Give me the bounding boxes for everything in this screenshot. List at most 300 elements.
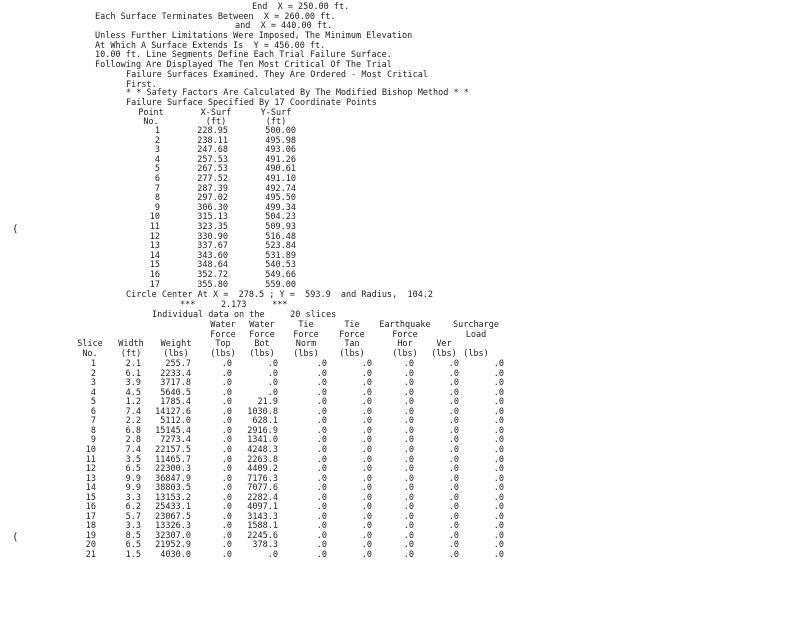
slice-cell: 32307.0: [155, 530, 191, 541]
slice-cell: .0: [403, 416, 414, 427]
slice-cell: .0: [361, 406, 372, 417]
surface-cell: 297.02: [197, 193, 228, 204]
slice-cell: 9: [90, 435, 96, 446]
surface-cell: 11: [149, 222, 160, 232]
slice-cell: .0: [221, 492, 232, 503]
slice-cell: .0: [361, 368, 372, 379]
slice-cell: 3.3: [125, 521, 141, 532]
slice-cell: .0: [403, 378, 414, 389]
slice-cell: .0: [316, 425, 327, 436]
slice-cell: .0: [221, 521, 232, 532]
surface-cell: 1: [154, 126, 160, 136]
slice-cell: .0: [361, 444, 372, 455]
surface-cell: 492.74: [265, 183, 296, 194]
header-line: Unless Further Limitations Were Imposed, The Minimum Elevation: [95, 31, 413, 41]
header-line: 10.00 ft. Line Segments Define Each Trial Failure Surface.: [95, 50, 392, 60]
slice-column-header: Top: [215, 339, 231, 349]
slice-cell: .0: [221, 397, 232, 408]
slice-cell: 7: [90, 416, 96, 427]
slice-cell: 38803.5: [155, 483, 191, 494]
slice-cell: .0: [493, 368, 504, 379]
slice-cell: .0: [493, 406, 504, 417]
surface-cell: 348.64: [197, 260, 228, 271]
slice-cell: .0: [267, 378, 278, 389]
slice-cell: .0: [448, 387, 459, 398]
slice-cell: .0: [361, 359, 372, 369]
slice-cell: .0: [221, 406, 232, 417]
slice-cell: .0: [493, 444, 504, 455]
slice-cell: .0: [316, 406, 327, 417]
slice-cell: .0: [361, 540, 372, 551]
slice-cell: 16: [85, 502, 96, 513]
surface-cell: 323.35: [197, 222, 228, 232]
slice-cell: 6: [90, 406, 96, 417]
surface-cell: 238.11: [197, 135, 228, 146]
slice-column-header: (lbs): [463, 348, 489, 359]
slice-cell: 8.5: [125, 530, 141, 541]
slice-cell: .0: [316, 502, 327, 513]
slice-cell: .0: [361, 425, 372, 436]
slice-cell: .0: [448, 435, 459, 446]
slice-cell: 7.4: [125, 406, 141, 417]
slice-cell: .0: [361, 416, 372, 427]
slice-cell: 21952.9: [155, 540, 191, 551]
slice-cell: .0: [493, 473, 504, 484]
slice-cell: .0: [448, 416, 459, 427]
surface-column-header: (ft): [205, 117, 227, 127]
slice-cell: .0: [403, 540, 414, 551]
slice-cell: .0: [493, 454, 504, 465]
slice-cell: .0: [316, 473, 327, 484]
slice-cell: 7077.6: [247, 483, 278, 494]
slice-cell: .0: [493, 550, 504, 560]
slice-cell: 22300.3: [155, 464, 191, 475]
header-line: Failure Surface Specified By 17 Coordinate Points: [126, 98, 377, 108]
slice-cell: 23067.5: [155, 511, 191, 522]
slice-cell: .0: [316, 540, 327, 551]
slice-cell: 4.5: [125, 387, 141, 398]
slice-cell: .0: [316, 454, 327, 465]
slice-cell: .0: [493, 435, 504, 446]
surface-cell: 287.39: [197, 183, 228, 194]
slice-cell: 2233.4: [160, 368, 191, 379]
slice-cell: .0: [316, 464, 327, 475]
surface-cell: 8: [154, 193, 160, 204]
slice-cell: 4030.0: [160, 550, 191, 560]
slice-cell: .0: [448, 540, 459, 551]
surface-cell: 5: [154, 164, 160, 175]
surface-cell: 491.26: [265, 154, 296, 165]
slice-cell: 11: [85, 454, 96, 465]
slice-cell: 18: [85, 521, 96, 532]
slice-cell: .0: [361, 530, 372, 541]
slice-cell: .0: [361, 502, 372, 513]
slice-cell: 11465.7: [155, 454, 191, 465]
surface-cell: 523.84: [265, 241, 296, 252]
slice-cell: .0: [221, 416, 232, 427]
header-line: Each Surface Terminates Between X = 260.00 ft.: [95, 12, 336, 22]
header-line: At Which A Surface Extends Is Y = 456.00 ft.: [95, 41, 326, 51]
surface-cell: 559.00: [265, 279, 296, 290]
slice-cell: 3.3: [125, 492, 141, 503]
slice-cell: .0: [448, 530, 459, 541]
surface-cell: 16: [149, 270, 160, 280]
slice-cell: 255.7: [165, 359, 191, 369]
slice-cell: 2.2: [125, 416, 141, 427]
slice-cell: 7176.3: [247, 473, 278, 484]
slice-cell: .0: [221, 425, 232, 436]
surface-cell: 495.50: [265, 193, 296, 204]
slice-cell: .0: [448, 359, 459, 369]
slice-cell: 7.4: [125, 444, 141, 455]
slice-cell: 3717.8: [160, 378, 191, 389]
header-line: End X = 250.00 ft.: [252, 2, 350, 12]
slice-cell: .0: [403, 511, 414, 522]
slice-cell: 4097.1: [247, 502, 278, 513]
slice-cell: .0: [493, 359, 504, 369]
slice-cell: .0: [316, 359, 327, 369]
slice-cell: .0: [403, 550, 414, 560]
slice-cell: .0: [267, 550, 278, 560]
slice-cell: .0: [361, 378, 372, 389]
header-line: * * Safety Factors Are Calculated By The Modified Bishop Method * *: [126, 88, 469, 98]
surface-cell: 9: [154, 202, 160, 213]
slice-cell: 4409.2: [247, 464, 278, 475]
slice-cell: .0: [448, 521, 459, 532]
surface-cell: 330.90: [197, 231, 228, 242]
slice-cell: 1030.8: [247, 406, 278, 417]
slice-cell: .0: [316, 416, 327, 427]
slice-cell: 5.7: [125, 511, 141, 522]
margin-mark: (: [12, 222, 19, 235]
slice-cell: .0: [448, 511, 459, 522]
slice-cell: .0: [448, 550, 459, 560]
slice-column-header: Weight: [160, 339, 192, 349]
slice-cell: .0: [448, 483, 459, 494]
slice-cell: .0: [221, 502, 232, 513]
slice-cell: 3: [90, 378, 96, 389]
slice-cell: .0: [448, 368, 459, 379]
slice-cell: .0: [493, 502, 504, 513]
slice-cell: .0: [403, 502, 414, 513]
slice-cell: 2.1: [125, 359, 141, 369]
surface-cell: 277.52: [197, 174, 228, 184]
surface-cell: 257.53: [197, 154, 228, 165]
slice-cell: 2: [90, 368, 96, 379]
slice-cell: .0: [361, 397, 372, 408]
slice-cell: .0: [493, 521, 504, 532]
slice-column-header: Earthquake: [379, 320, 431, 330]
slice-cell: 21.9: [257, 397, 278, 408]
slice-cell: .0: [448, 464, 459, 475]
slice-cell: .0: [221, 444, 232, 455]
slice-cell: .0: [403, 359, 414, 369]
surface-cell: 3: [154, 145, 160, 156]
slice-cell: 8: [90, 425, 96, 436]
slice-cell: 6.1: [125, 368, 141, 379]
slice-cell: .0: [403, 464, 414, 475]
slice-cell: 13153.2: [155, 492, 191, 503]
slice-cell: 378.3: [252, 540, 278, 551]
slice-data-title: Individual data on the 20 slices: [152, 310, 337, 320]
slice-cell: .0: [316, 378, 327, 389]
slice-cell: .0: [221, 473, 232, 484]
slice-column-header: Norm: [295, 339, 317, 349]
surface-column-header: Point: [138, 108, 164, 118]
slice-cell: .0: [493, 378, 504, 389]
header-line: Failure Surfaces Examined. They Are Ordered - Most Critical: [126, 70, 428, 80]
slice-cell: .0: [221, 378, 232, 389]
slice-column-header: Water: [249, 320, 275, 330]
slice-cell: 3.9: [125, 378, 141, 389]
slice-cell: .0: [361, 435, 372, 446]
surface-cell: 228.95: [197, 126, 228, 136]
slice-cell: 17: [85, 511, 96, 522]
surface-cell: 306.30: [197, 202, 228, 213]
slice-column-header: Force: [339, 329, 365, 340]
slice-cell: .0: [316, 521, 327, 532]
slice-cell: 1588.1: [247, 521, 278, 532]
slice-cell: 6.5: [125, 464, 141, 475]
slice-cell: 1785.4: [160, 397, 191, 408]
slice-cell: .0: [361, 454, 372, 465]
surface-cell: 352.72: [197, 270, 228, 280]
surface-cell: 247.68: [197, 145, 228, 156]
slice-column-header: Tie: [298, 320, 314, 330]
surface-cell: 491.10: [265, 174, 296, 184]
slice-cell: .0: [493, 416, 504, 427]
slice-column-header: (lbs): [293, 348, 319, 359]
slice-cell: .0: [493, 397, 504, 408]
slice-cell: 13326.3: [155, 521, 191, 532]
slice-cell: 15: [85, 492, 96, 503]
slice-cell: .0: [493, 511, 504, 522]
slice-cell: 13: [85, 473, 96, 484]
slice-column-header: (lbs): [163, 348, 189, 359]
slice-cell: 1.5: [125, 550, 141, 560]
surface-cell: 509.93: [265, 222, 296, 232]
surface-cell: 531.89: [265, 250, 296, 261]
slice-cell: 9.9: [125, 473, 141, 484]
slice-cell: .0: [221, 435, 232, 446]
surface-cell: 10: [149, 212, 160, 223]
slice-cell: .0: [221, 550, 232, 560]
surface-cell: 493.06: [265, 145, 296, 156]
slice-column-header: Tie: [344, 320, 360, 330]
circle-center-line: Circle Center At X = 278.5 ; Y = 593.9 and Radius, 104.2: [126, 290, 434, 300]
surface-cell: 337.67: [197, 241, 228, 252]
slice-cell: 2916.9: [247, 425, 278, 436]
slice-cell: 2263.8: [247, 454, 278, 465]
slice-cell: .0: [316, 511, 327, 522]
slice-cell: .0: [361, 483, 372, 494]
slice-cell: 21: [85, 550, 96, 560]
slice-cell: .0: [403, 473, 414, 484]
surface-cell: 549.66: [265, 270, 296, 280]
margin-mark: (: [12, 530, 19, 543]
slice-column-header: Bot: [254, 339, 270, 349]
surface-column-header: (ft): [265, 117, 287, 127]
slice-column-header: (lbs): [249, 348, 275, 359]
slice-cell: .0: [403, 425, 414, 436]
slice-cell: .0: [267, 359, 278, 369]
slice-cell: .0: [403, 435, 414, 446]
slice-cell: 14: [85, 483, 96, 494]
slice-column-header: (lbs): [210, 348, 236, 359]
slice-column-header: Tan: [344, 339, 360, 349]
surface-cell: 267.53: [197, 164, 228, 175]
surface-cell: 12: [149, 231, 160, 242]
slice-cell: .0: [448, 473, 459, 484]
slice-cell: .0: [361, 511, 372, 522]
slice-cell: .0: [221, 387, 232, 398]
slice-cell: 4: [90, 387, 96, 398]
slice-cell: 2245.6: [247, 530, 278, 541]
slice-column-header: (lbs): [339, 348, 365, 359]
slice-cell: 1341.0: [247, 435, 278, 446]
slice-cell: 36847.9: [155, 473, 191, 484]
slice-cell: 4248.3: [247, 444, 278, 455]
slice-cell: .0: [493, 464, 504, 475]
slice-cell: .0: [316, 530, 327, 541]
slice-cell: 628.1: [252, 416, 278, 427]
slice-cell: .0: [403, 530, 414, 541]
slice-cell: .0: [448, 502, 459, 513]
header-line: Following Are Displayed The Ten Most Critical Of The Trial: [95, 60, 392, 70]
slice-cell: .0: [403, 397, 414, 408]
slice-cell: .0: [403, 454, 414, 465]
slice-column-header: Force: [249, 329, 275, 340]
slice-cell: .0: [221, 483, 232, 494]
slice-cell: 7273.4: [160, 435, 191, 446]
slice-cell: 5: [90, 397, 96, 408]
slice-cell: .0: [316, 368, 327, 379]
slice-cell: .0: [221, 530, 232, 541]
slice-cell: 22157.5: [155, 444, 191, 455]
surface-cell: 315.13: [197, 212, 228, 223]
surface-cell: 516.48: [265, 231, 296, 242]
slice-cell: .0: [361, 492, 372, 503]
slice-cell: .0: [403, 406, 414, 417]
slice-column-header: Force: [293, 329, 319, 340]
slice-cell: .0: [493, 492, 504, 503]
slice-column-header: Load: [465, 329, 487, 340]
slice-cell: .0: [493, 540, 504, 551]
surface-cell: 499.34: [265, 202, 296, 213]
slice-cell: 5112.0: [160, 416, 191, 427]
slice-cell: .0: [493, 530, 504, 541]
slice-cell: 5640.5: [160, 387, 191, 398]
slice-cell: 2282.4: [247, 492, 278, 503]
surface-cell: 355.80: [197, 279, 228, 290]
slice-column-header: (lbs): [431, 348, 457, 359]
slice-cell: .0: [316, 492, 327, 503]
slice-cell: .0: [493, 387, 504, 398]
slice-cell: .0: [448, 492, 459, 503]
slice-cell: .0: [403, 492, 414, 503]
slice-cell: .0: [316, 387, 327, 398]
slice-cell: .0: [361, 521, 372, 532]
slice-cell: .0: [316, 435, 327, 446]
surface-cell: 7: [154, 183, 160, 194]
slice-column-header: Force: [392, 329, 418, 340]
slice-cell: 25433.1: [155, 502, 191, 513]
slice-cell: .0: [448, 397, 459, 408]
slice-cell: .0: [361, 464, 372, 475]
slice-column-header: No.: [82, 348, 98, 359]
slice-cell: 20: [85, 540, 96, 551]
surface-cell: 6: [154, 174, 160, 184]
surface-cell: 504.23: [265, 212, 296, 223]
slice-cell: .0: [448, 425, 459, 436]
surface-column-header: Y-Surf: [260, 108, 292, 118]
surface-cell: 343.60: [197, 250, 228, 261]
slice-cell: .0: [316, 397, 327, 408]
surface-cell: 2: [154, 135, 160, 146]
slice-cell: 6.5: [125, 540, 141, 551]
slice-cell: 14127.6: [155, 406, 191, 417]
slice-cell: .0: [361, 473, 372, 484]
slice-cell: .0: [221, 511, 232, 522]
slice-cell: 3.5: [125, 454, 141, 465]
slice-cell: .0: [493, 425, 504, 436]
slice-cell: .0: [448, 444, 459, 455]
slice-cell: 2.8: [125, 435, 141, 446]
slice-cell: .0: [316, 550, 327, 560]
slice-column-header: Width: [118, 339, 144, 349]
slice-cell: .0: [316, 444, 327, 455]
slice-cell: .0: [267, 387, 278, 398]
slice-column-header: Water: [210, 320, 236, 330]
slice-cell: 1: [90, 359, 96, 369]
surface-cell: 490.61: [265, 164, 296, 175]
slice-cell: .0: [403, 521, 414, 532]
slice-cell: .0: [267, 368, 278, 379]
header-line: and X = 440.00 ft.: [235, 21, 333, 31]
slice-cell: 3143.3: [247, 511, 278, 522]
slice-column-header: Surcharge: [452, 320, 500, 330]
slice-cell: 6.8: [125, 425, 141, 436]
slice-column-header: Ver: [436, 339, 452, 349]
surface-cell: 15: [149, 260, 160, 271]
slice-cell: .0: [403, 387, 414, 398]
slice-cell: .0: [403, 444, 414, 455]
slice-cell: .0: [221, 454, 232, 465]
slice-column-header: Slice: [77, 339, 103, 349]
slice-cell: 15145.4: [155, 425, 191, 436]
surface-cell: 500.00: [265, 126, 296, 136]
slice-cell: .0: [403, 483, 414, 494]
surface-cell: 14: [149, 250, 160, 261]
slice-cell: 10: [85, 444, 96, 455]
slice-cell: .0: [361, 387, 372, 398]
slice-cell: 9.9: [125, 483, 141, 494]
slice-cell: .0: [448, 406, 459, 417]
slice-cell: .0: [403, 368, 414, 379]
slice-cell: .0: [316, 483, 327, 494]
slice-cell: 12: [85, 464, 96, 475]
slice-column-header: (lbs): [392, 348, 418, 359]
slice-cell: .0: [493, 483, 504, 494]
slice-cell: .0: [448, 378, 459, 389]
slice-column-header: (ft): [120, 348, 142, 359]
surface-cell: 495.98: [265, 135, 296, 146]
surface-cell: 540.53: [265, 260, 296, 271]
slice-column-header: Force: [210, 329, 236, 340]
slice-cell: 1.2: [125, 397, 141, 408]
slice-cell: .0: [221, 368, 232, 379]
slice-cell: .0: [448, 454, 459, 465]
